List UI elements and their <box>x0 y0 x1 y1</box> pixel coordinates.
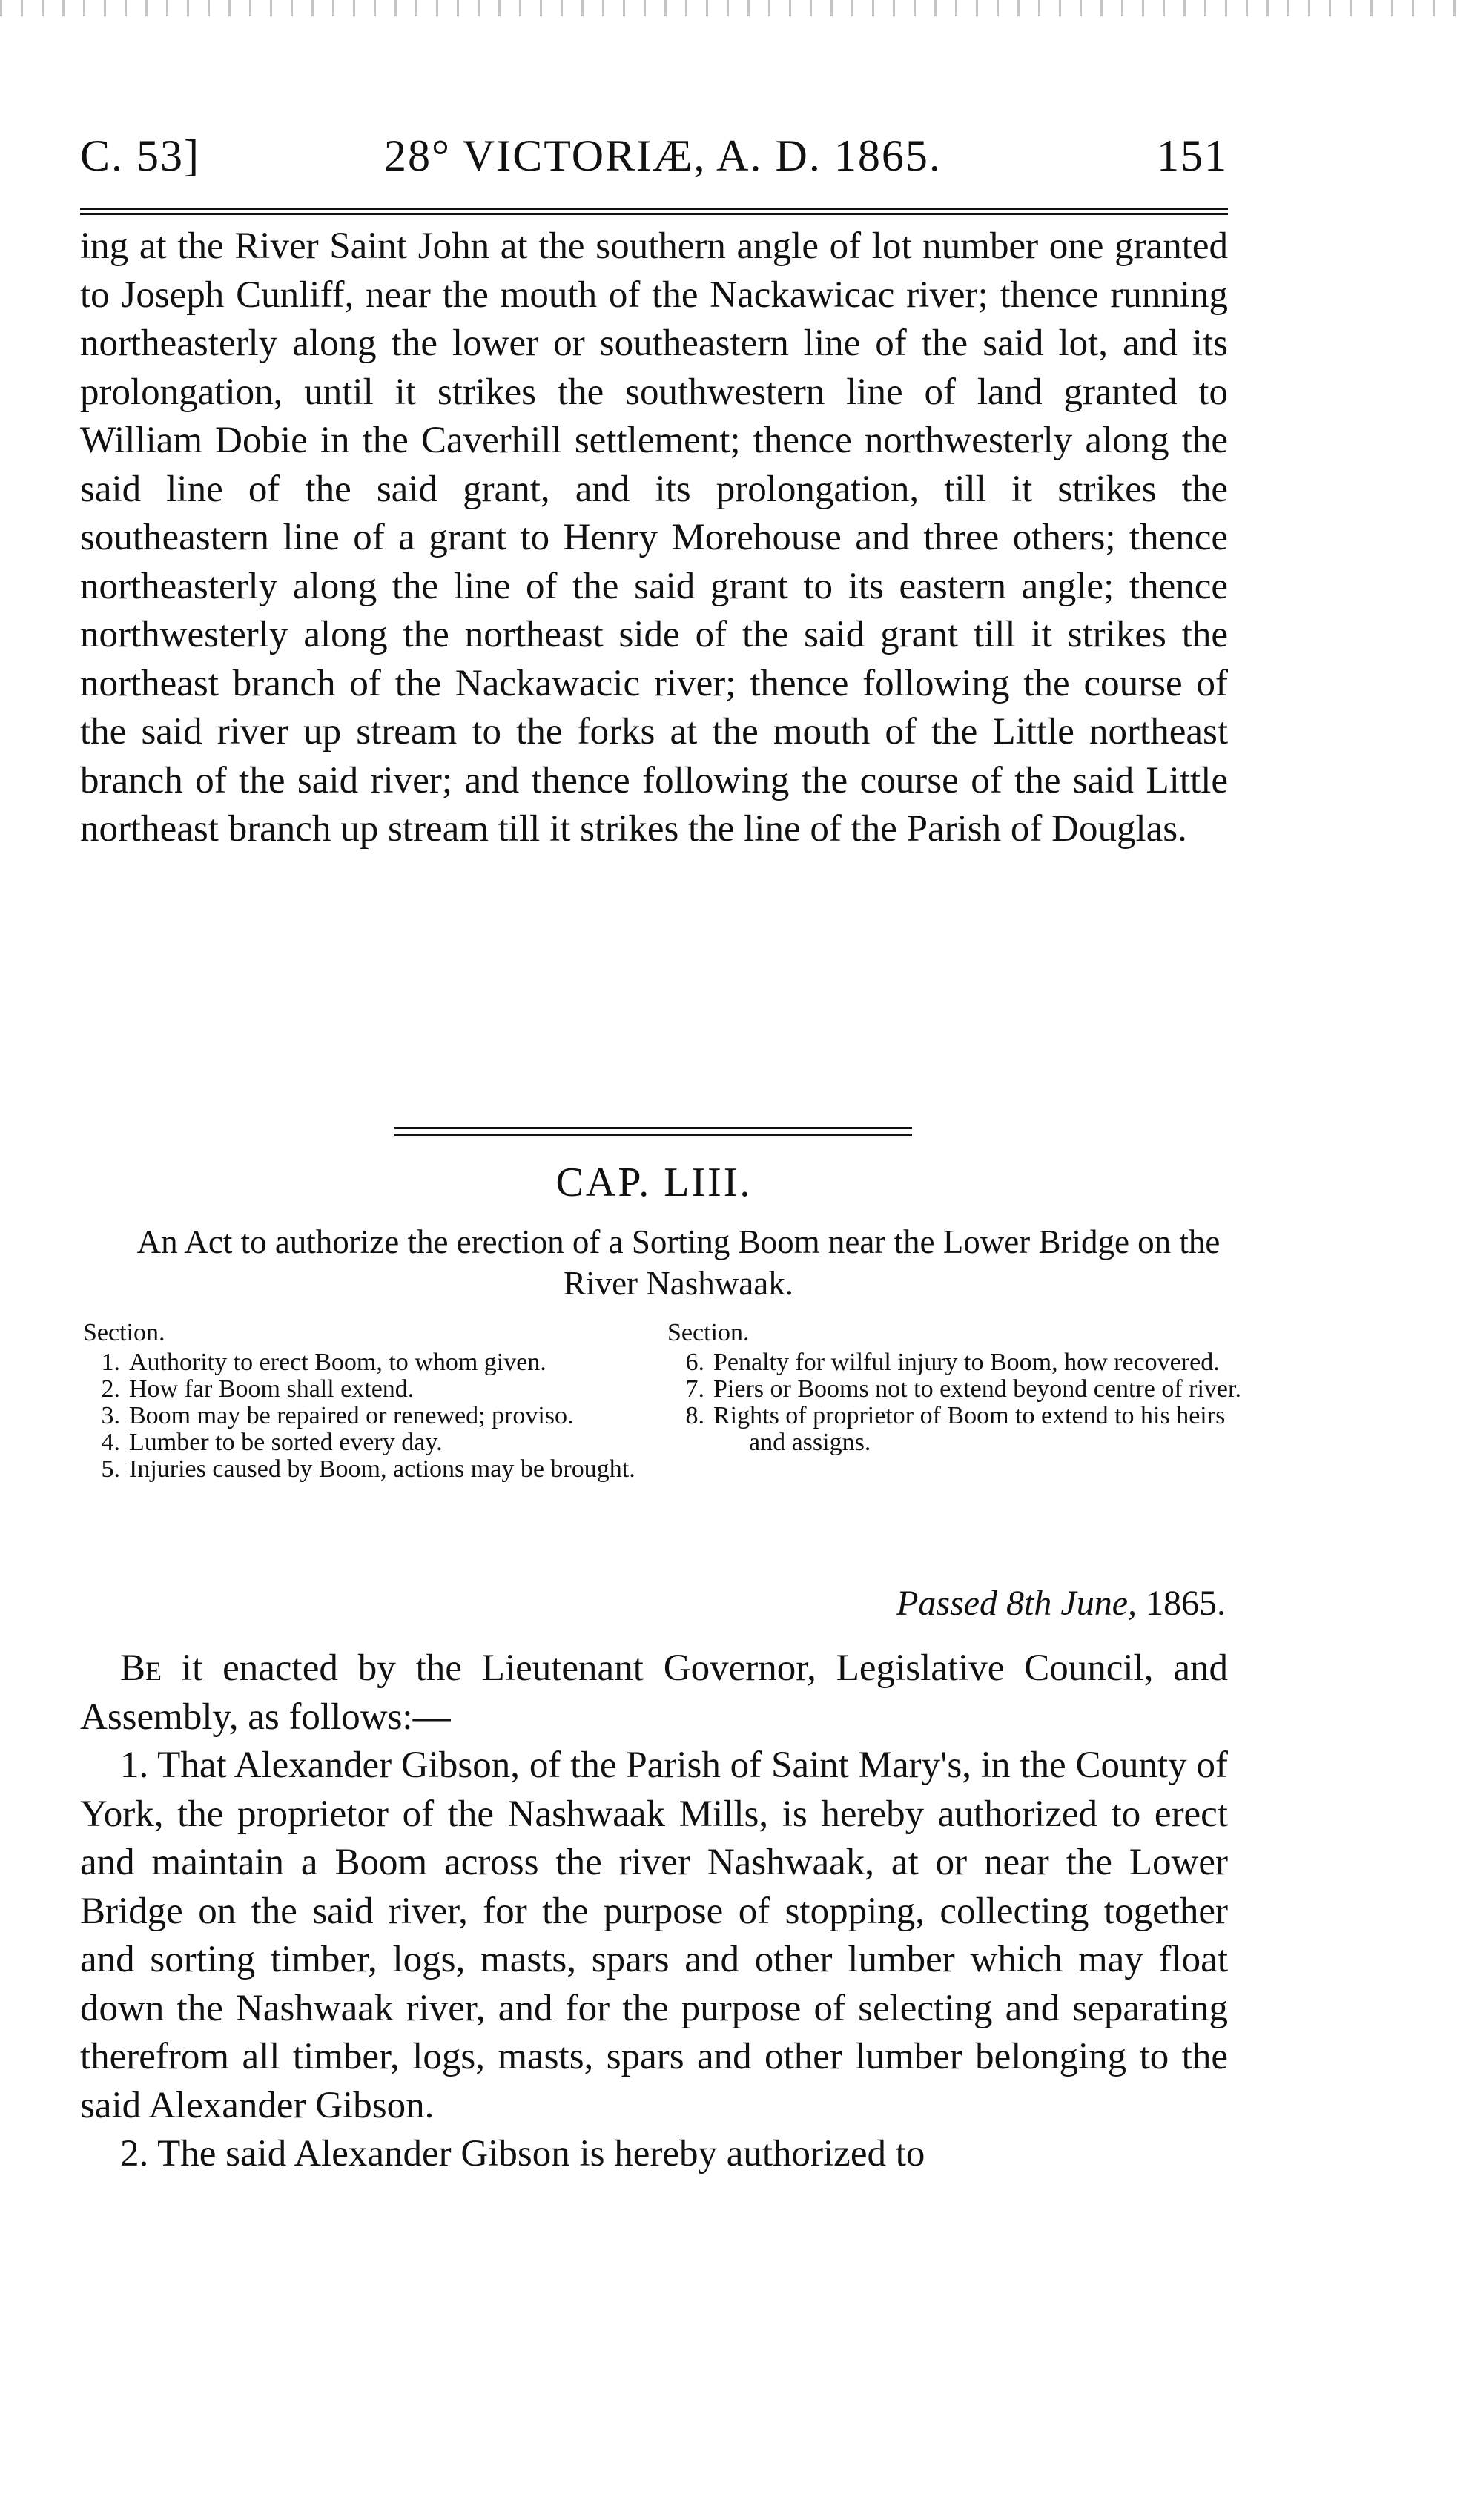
section-index-header: Section. <box>667 1319 750 1346</box>
continued-paragraph: ing at the River Saint John at the southern angle of lot number one granted to Joseph Cunliff, near the mouth of the Nackawicac river; thence running northeasterly along the lower or southeastern line of the said lot, and its prolongation, until it strikes the southwestern line of land granted to William Dobie in the Caverhill settlement; thence northwesterly along the said line of the said grant, and its prolongation, till it strikes the southeastern line of a grant to Henry Morehouse and three others; thence northeasterly along the line of the said grant to its eastern angle; thence northwesterly along the northeast side of the said grant till it strikes the northeast branch of the Nackawacic river; thence following the course of the said river up stream to the forks at the mouth of the Little northeast branch of the said river; and thence following the course of the said Little northeast branch up stream till it strikes the line of the Parish of Douglas. <box>80 225 1228 850</box>
continued-text <box>80 222 1228 854</box>
section-index-item: 8. Rights of proprietor of Boom to extend to his heirs and assigns. <box>685 1402 1226 1456</box>
enacting-lead: Be <box>120 1647 162 1689</box>
section-index-header: Section. <box>83 1319 165 1346</box>
section-index-item: 2. How far Boom shall extend. <box>101 1375 415 1403</box>
page-edge-dots <box>0 0 1463 16</box>
chapter-heading: CAP. LIII. <box>555 1160 753 1206</box>
section-index-left <box>83 1320 661 1483</box>
section-index-item: 4. Lumber to be sorted every day. <box>101 1429 443 1456</box>
passed-date <box>896 1583 1226 1624</box>
header-chapter: C. 53] <box>80 131 200 180</box>
enacting-clause <box>80 1644 1228 1742</box>
section-index-item: 6. Penalty for wilful injury to Boom, how recovered. <box>685 1349 1220 1376</box>
section-index-item: 5. Injuries caused by Boom, actions may be brought. <box>101 1455 635 1483</box>
section-index-right <box>667 1320 1246 1456</box>
section-index-item: 1. Authority to erect Boom, to whom given. <box>101 1349 546 1376</box>
section-index-item: 3. Boom may be repaired or renewed; proviso. <box>101 1402 574 1429</box>
section-index-item: 7. Piers or Booms not to extend beyond centre of river. <box>685 1375 1241 1403</box>
page-number: 151 <box>1157 131 1228 180</box>
act-body <box>80 1644 1228 2179</box>
passed-year: 1865. <box>1146 1584 1226 1623</box>
enacting-text: it enacted by the Lieutenant Governor, Legislative Council, and Assembly, as follows:— <box>80 1647 1228 1738</box>
running-header <box>80 130 1228 197</box>
passed-label: Passed 8th June, <box>896 1584 1137 1623</box>
chapter-title: An Act to authorize the erection of a Sorting Boom near the Lower Bridge on the River Nashwaak. <box>136 1223 1221 1302</box>
header-title: 28° VICTORIÆ, A. D. 1865. <box>384 131 942 180</box>
header-rule <box>80 208 1228 215</box>
section-paragraph: 2. The said Alexander Gibson is hereby authorized to <box>120 2133 925 2175</box>
chapter-separator <box>394 1127 912 1136</box>
section-paragraph: 1. That Alexander Gibson, of the Parish of Saint Mary's, in the County of York, the proprietor of the Nashwaak Mills, is hereby authorized to erect and maintain a Boom across the river Nashwaak, at or near the Lower Bridge on the said river, for the purpose of stopping, collecting together and sorting timber, logs, masts, spars and other lumber which may float down the Nashwaak river, and for the purpose of selecting and separating therefrom all timber, logs, masts, spars and other lumber belonging to the said Alexander Gibson. <box>80 1745 1228 2126</box>
